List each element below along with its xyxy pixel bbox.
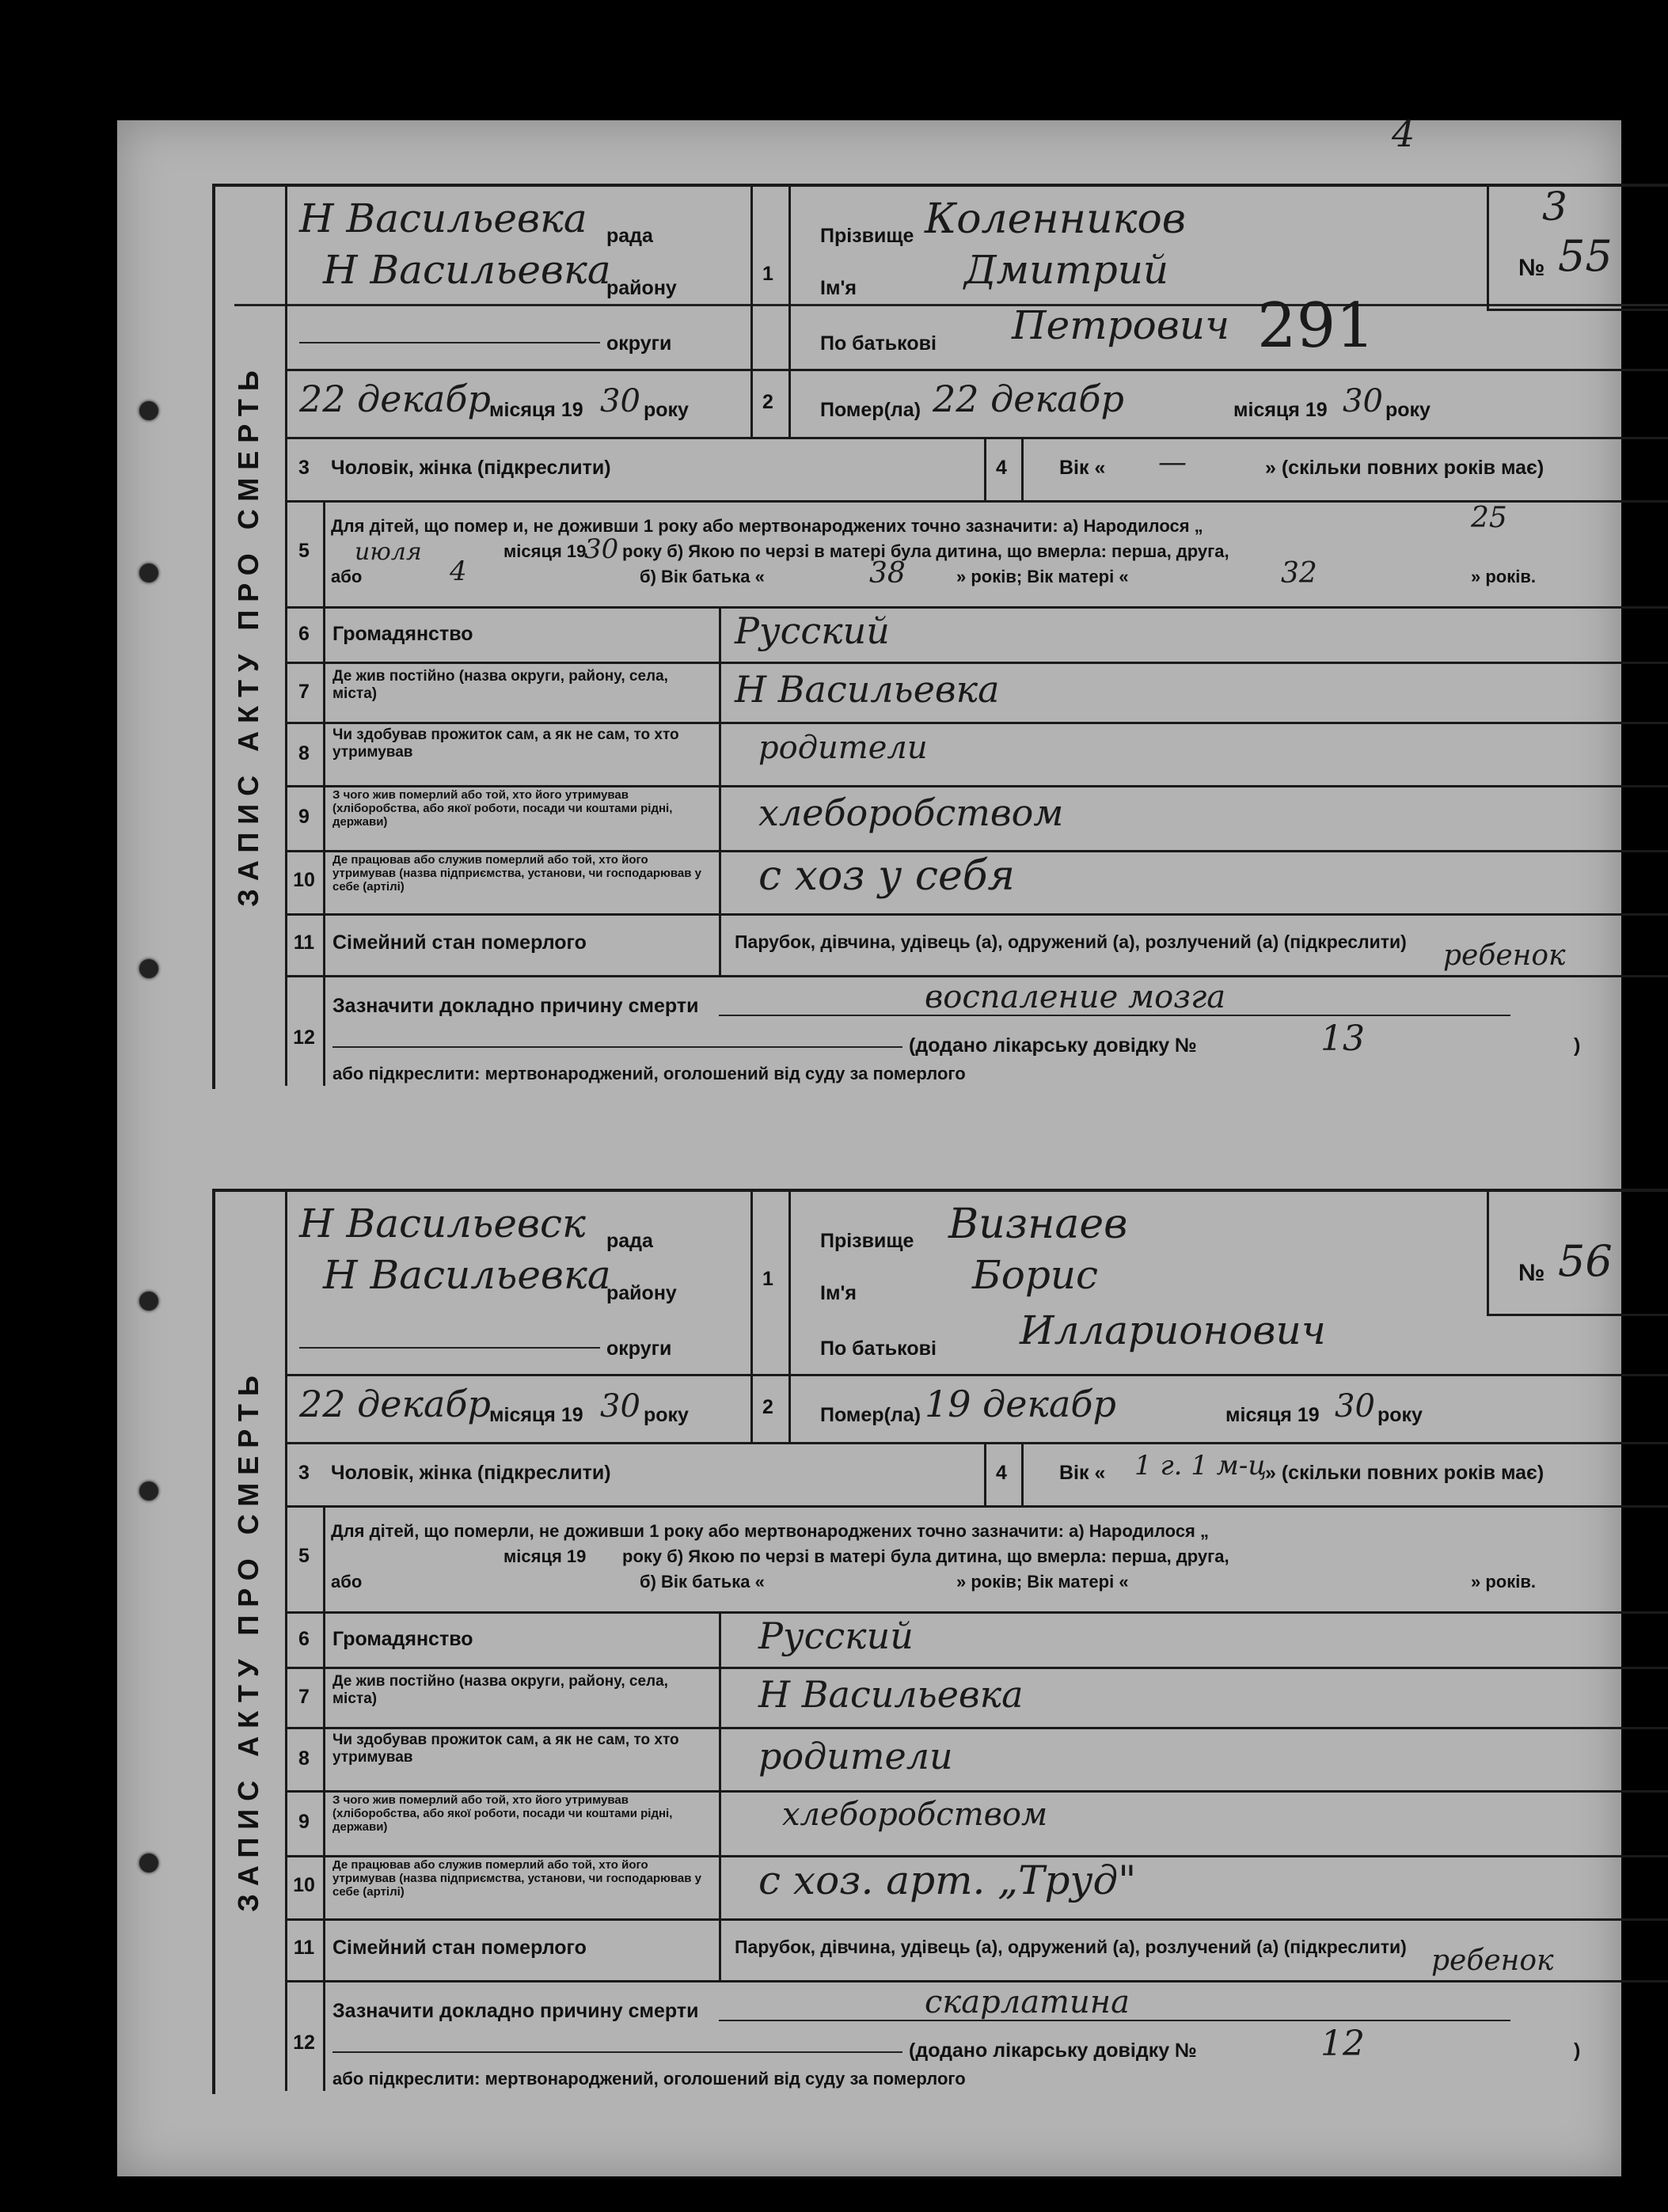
- patronymic-value: Илларионович: [1020, 1307, 1326, 1353]
- death-record-2: ЗАПИС АКТУ ПРО СМЕРТЬ 1 2 3 4 5 6 7 8 9 10 11 12 Н Васильевск рада Н Васильевка району округи 22 декабр місяця 19 30 року Прізвище Визнаев Ім'я Борис По батькові Илларионович Помер(ла) 19 декабр місяця 19 30 року № 56 Чоловік, жінка (підкреслити) Вік « 1 г. 1 м-ц » (скільки повних років має) Для дітей, що померли, не доживши 1 року або мертвонароджених точно зазначити: а) Народилося „ місяця 19 року б) Якою по черзі в матері була дитина, що вмерла: перша, друга, або б) Вік батька « » років; Вік матері « » років. Громадянство Русский Де жив постійно (назва округи, району, села, міста) Н Васильевка Чи здобував прожиток сам, а як не сам, то хто утримував родители З чого жив померлий або той, хто його утримував (хліборобства, або якої роботи, посади чи коштами рідні, держави) хлеборобством Де працював або служив померлий або той, хто його утримував (назва підприємства, установи, чи господарював у себе (артілі) с хоз. арт. „Труд" Сімейний стан померлого Парубок, дівчина, удівець (а), одружений (а), розлучений (а) (підкреслити) ребенок Зазначити докладно причину смерти скарлатина (додано лікарську довідку № 12 ) або підкреслити: мертвонароджений, оголошений від суду за померлого: [212, 1189, 1668, 2091]
- first-name-value: Борис: [972, 1252, 1099, 1298]
- punch-hole: [139, 959, 158, 978]
- reg-date: 22 декабр: [299, 378, 491, 420]
- source-value: хлеборобством: [758, 791, 1064, 834]
- livelihood-value: родители: [758, 730, 928, 766]
- marital-value: ребенок: [1431, 1945, 1554, 1977]
- residence-value: Н Васильевка: [758, 1673, 1024, 1716]
- first-name-value: Дмитрий: [964, 247, 1169, 293]
- surname-value: Коленников: [925, 195, 1187, 243]
- raion-value: Н Васильевка: [323, 247, 611, 293]
- document-sheet: [117, 112, 1621, 2176]
- age-value: 1 г. 1 м-ц: [1134, 1450, 1267, 1482]
- workplace-value: с хоз у себя: [758, 852, 1015, 900]
- death-record-1: ЗАПИС АКТУ ПРО СМЕРТЬ 1 2 3 4 5 6 7 8 9 10 11 12 Н Васильевка рада Н Васильевка району округи 22 декабр місяця 19 30 року Прізвище Коленников Ім'я Дмитрий По батькові Петрович 291 Помер(ла) 22 декабр місяця 19 30 року № 55 Чоловік, жінка (підкреслити) Вік « — » (скільки повних років має) Для дітей, що помер и, не доживши 1 року або мертвонароджених точно зазначити: а) Народилося „ 25 июля місяця 19 30 року б) Якою по черзі в матері була дитина, що вмерла: перша, друга, або 4 б) Вік батька « 38 » років; Вік матері « 32 » років. Громадянство Русский Де жив постійно (назва округи, району, села, міста) Н Васильевка Чи здобував прожиток сам, а як не сам, то хто утримував родители З чого жив померлий або той, хто його утримував (хліборобства, або якої роботи, посади чи коштами рідні, держави) хлеборобством Де працював або служив померлий або той, хто його утримував (назва підприємства, установи, чи господарював у себе (артілі) с хоз у себя Сімейний стан померлого Парубок, дівчина, удівець (а), одружений (а), розлучений (а) (підкреслити) ребенок Зазначити докладно причину смерти воспаление мозга (додано лікарську довідку № 13 ) або підкреслити: мертвонароджений, оголошений від суду за померлого: [212, 184, 1668, 1086]
- born-month: июля: [355, 538, 422, 566]
- marital-value: ребенок: [1443, 939, 1566, 972]
- cert-number: 13: [1320, 1019, 1365, 1059]
- record-sidebar: [212, 184, 285, 1086]
- raion-value: Н Васильевка: [323, 1252, 611, 1298]
- father-age: 38: [869, 557, 906, 590]
- death-year: 30: [1335, 1388, 1375, 1425]
- sidebar-title: ЗАПИС АКТУ ПРО СМЕРТЬ: [232, 362, 264, 907]
- reg-year: 30: [600, 383, 640, 419]
- source-value: хлеборобством: [782, 1797, 1048, 1833]
- birth-order: 4: [450, 556, 467, 587]
- record-sidebar: [212, 1189, 285, 2091]
- born-year: 30: [584, 533, 619, 565]
- death-year: 30: [1343, 383, 1383, 419]
- punch-hole: [139, 401, 158, 420]
- reg-date: 22 декабр: [299, 1383, 491, 1425]
- cause-value: скарлатина: [925, 1984, 1130, 2020]
- record-number: 55: [1558, 231, 1613, 281]
- born-day: 25: [1471, 502, 1507, 534]
- punch-hole: [139, 563, 158, 582]
- cert-number: 12: [1320, 2024, 1365, 2064]
- age-value: —: [1158, 446, 1187, 479]
- death-date: 22 декабр: [933, 378, 1124, 420]
- punch-hole: [139, 1853, 158, 1872]
- livelihood-value: родители: [758, 1735, 953, 1778]
- record-number: 56: [1558, 1236, 1613, 1286]
- sidebar-title: ЗАПИС АКТУ ПРО СМЕРТЬ: [232, 1368, 264, 1912]
- archive-number: 3: [1542, 184, 1567, 230]
- reg-year: 30: [600, 1388, 640, 1425]
- surname-value: Визнаев: [948, 1201, 1128, 1248]
- citizenship-value: Русский: [758, 1614, 914, 1657]
- page-number: 4: [1392, 112, 1415, 155]
- residence-value: Н Васильевка: [735, 668, 1000, 711]
- rada-value: Н Васильевск: [299, 1201, 586, 1246]
- rada-value: Н Васильевка: [299, 195, 587, 241]
- workplace-value: с хоз. арт. „Труд": [758, 1857, 1137, 1903]
- extra-number: 291: [1257, 290, 1375, 362]
- patronymic-value: Петрович: [1012, 302, 1230, 348]
- citizenship-value: Русский: [735, 609, 890, 652]
- mother-age: 32: [1281, 557, 1317, 590]
- cause-value: воспаление мозга: [925, 979, 1226, 1015]
- punch-hole: [139, 1292, 158, 1311]
- death-date: 19 декабр: [925, 1383, 1116, 1425]
- punch-hole: [139, 1482, 158, 1501]
